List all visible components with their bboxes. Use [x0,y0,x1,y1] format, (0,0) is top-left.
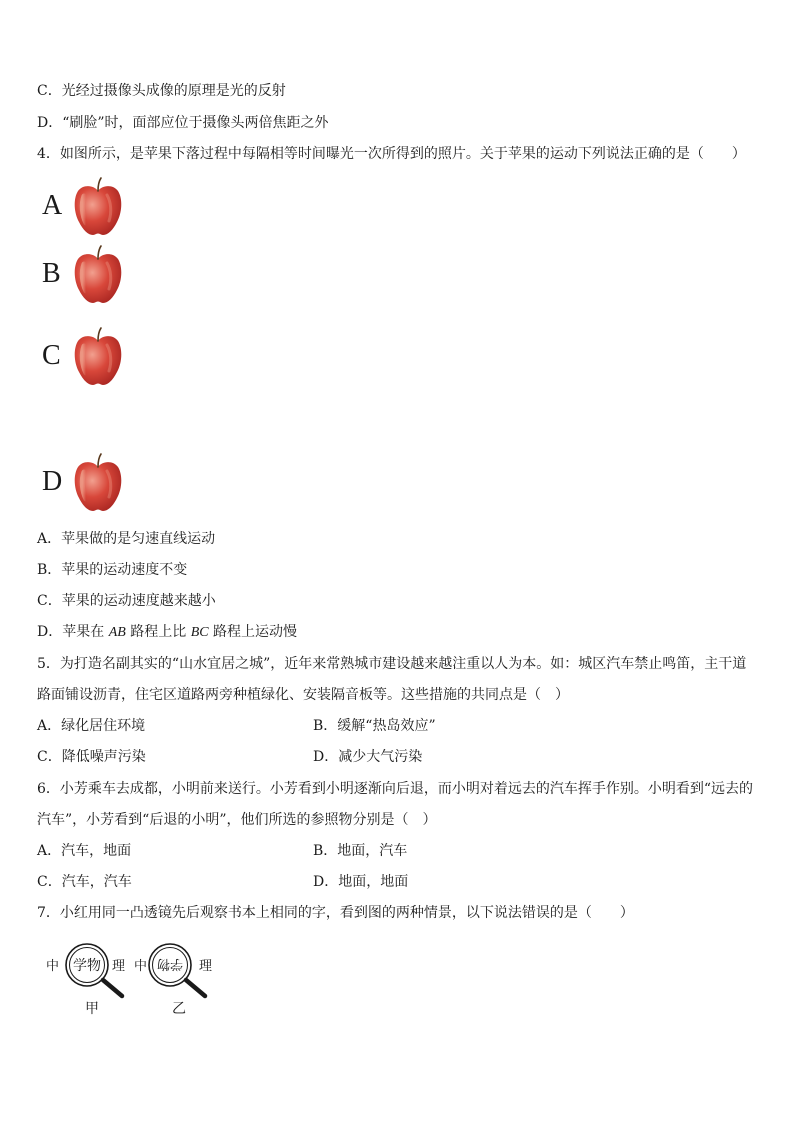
yi-left-char: 中 [134,959,148,974]
q6-option-c: C．汽车，汽车 [37,874,132,890]
q6-option-d: D．地面，地面 [313,874,409,890]
q4-option-d [37,623,297,642]
apple-label-b: B [42,258,61,289]
apple-label-d: D [42,466,63,497]
magnifier-jia [46,944,125,1017]
q3-option-d: D．“刷脸”时，面部应位于摄像头两倍焦距之外 [37,115,329,131]
q5-stem-line2: 路面铺设沥青，住宅区道路两旁种植绿化、安装隔音板等。这些措施的共同点是（ ） [37,687,569,703]
jia-caption: 甲 [85,1001,99,1017]
q6-stem-line1: 6．小芳乘车去成都，小明前来送行。小芳看到小明逐渐向后退，而小明对着远去的汽车挥手作别。小明看到“远去的 [37,781,754,797]
q4-option-d-suffix: 路程上运动慢 [213,624,298,640]
apple-label-c: C [42,340,61,371]
q3-option-c: C．光经过摄像头成像的原理是光的反射 [37,83,286,99]
apple-icon [73,327,123,387]
q4-option-d-mid: 路程上比 [130,624,187,640]
q5-stem-line1: 5．为打造名副其实的“山水宜居之城”，近年来常熟城市建设越来越注重以人为本。如：城区汽车禁止鸣笛，主干道 [37,656,747,672]
segment-ab: AB [108,625,126,640]
q6-option-a: A．汽车，地面 [37,843,132,859]
q6-option-b: B．地面，汽车 [313,843,408,859]
q4-stem: 4．如图所示，是苹果下落过程中每隔相等时间曝光一次所得到的照片。关于苹果的运动下列说法正确的是（ ） [37,146,746,162]
segment-bc: BC [190,625,209,640]
apple-position-c [40,327,140,389]
apple-position-b [40,245,140,307]
yi-caption: 乙 [172,1001,186,1017]
q4-option-d-prefix: D．苹果在 [37,624,105,640]
yi-lens-text-inverted: 学物 [156,956,184,971]
apple-position-a [40,177,140,239]
q5-option-c: C．降低噪声污染 [37,749,146,765]
yi-handle [186,980,205,996]
q5-option-a: A．绿化居住环境 [37,718,146,734]
apple-icon [73,453,123,513]
q6-stem-line2: 汽车”，小芳看到“后退的小明”，他们所选的参照物分别是（ ） [37,812,437,828]
apple-position-d [40,453,140,515]
q5-option-b: B．缓解“热岛效应” [313,718,436,734]
q4-option-a: A．苹果做的是匀速直线运动 [37,531,216,547]
jia-lens-text: 学物 [73,958,101,974]
yi-right-char: 理 [199,959,213,974]
magnifier-yi [134,944,212,1017]
jia-left-char: 中 [46,959,60,974]
jia-handle [103,980,122,996]
apple-label-a: A [42,190,63,221]
jia-right-char: 理 [112,959,126,974]
q7-magnifier-figure [40,938,240,1023]
apple-icon [73,245,123,305]
q7-stem: 7．小红用同一凸透镜先后观察书本上相同的字，看到图的两种情景，以下说法错误的是（ ） [37,905,634,921]
apple-icon [73,177,123,237]
q5-option-d: D．减少大气污染 [313,749,423,765]
q4-option-c: C．苹果的运动速度越来越小 [37,593,216,609]
q4-option-b: B．苹果的运动速度不变 [37,562,188,578]
